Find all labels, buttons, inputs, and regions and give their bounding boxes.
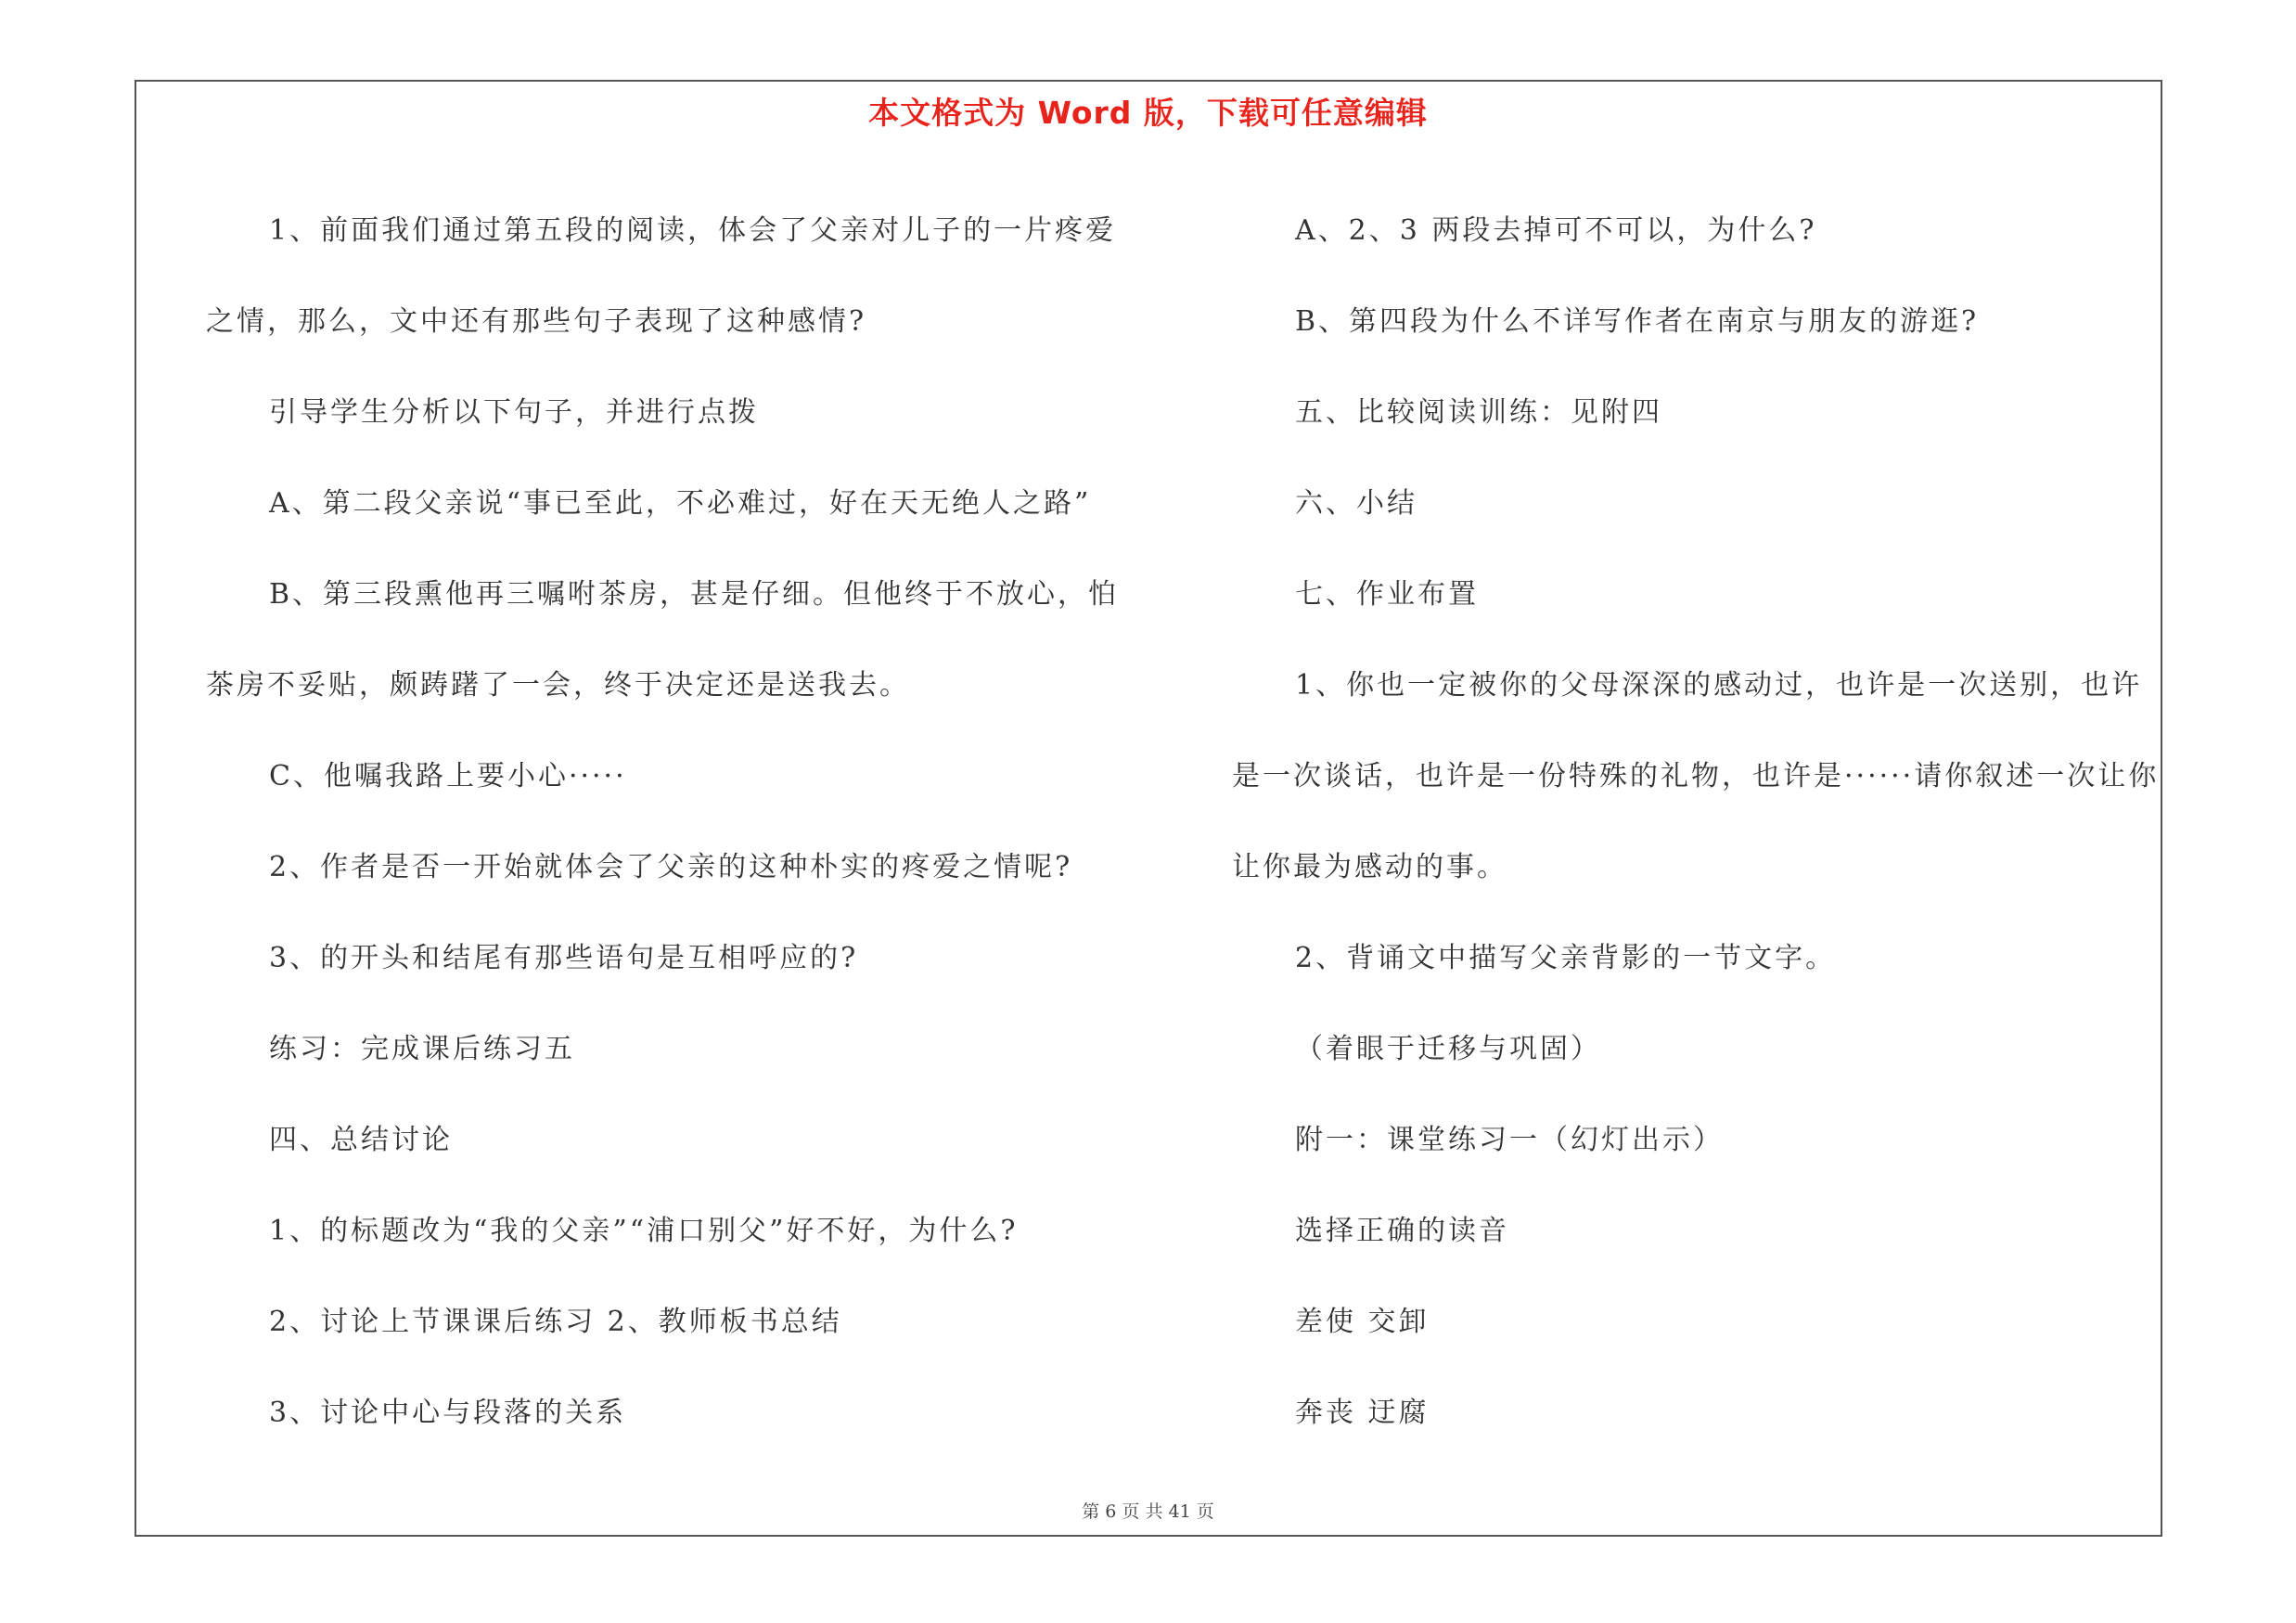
left-paragraph: 3、的开头和结尾有那些语句是互相呼应的? — [269, 942, 859, 974]
right-paragraph: 奔丧 迂腐 — [1295, 1397, 1430, 1429]
left-paragraph: C、他嘱我路上要小心····· — [269, 760, 627, 792]
right-paragraph: 附一：课堂练习一（幻灯出示） — [1295, 1124, 1724, 1156]
right-paragraph: 选择正确的读音 — [1295, 1215, 1509, 1247]
left-paragraph: 2、讨论上节课课后练习 2、教师板书总结 — [269, 1306, 842, 1338]
left-paragraph: 练习：完成课后练习五 — [269, 1033, 575, 1065]
right-paragraph: 六、小结 — [1295, 487, 1417, 520]
format-banner: 本文格式为 Word 版，下载可任意编辑 — [868, 95, 1428, 131]
left-paragraph: B、第三段熏他再三嘱咐茶房，甚是仔细。但他终于不放心，怕茶房不妥贴，颇踌躇了一会，终于决定还是送我去。 — [206, 578, 1120, 702]
page-number-footer: 第 6 页 共 41 页 — [1082, 1501, 1214, 1522]
left-column — [206, 186, 1120, 1459]
right-column — [1232, 186, 2160, 1459]
left-paragraph: 引导学生分析以下句子，并进行点拨 — [269, 396, 759, 429]
right-paragraph: 差使 交卸 — [1295, 1306, 1430, 1338]
left-paragraph: A、第二段父亲说“事已至此，不必难过，好在天无绝人之路” — [269, 487, 1092, 520]
right-paragraph: 2、背诵文中描写父亲背影的一节文字。 — [1295, 942, 1837, 974]
right-paragraph: B、第四段为什么不详写作者在南京与朋友的游逛? — [1295, 305, 1980, 338]
left-paragraph: 1、的标题改为“我的父亲”“浦口别父”好不好，为什么? — [269, 1215, 1019, 1247]
right-paragraph: A、2、3 两段去掉可不可以，为什么? — [1295, 214, 1817, 247]
right-paragraph: 七、作业布置 — [1295, 578, 1479, 611]
right-paragraph: （着眼于迁移与巩固） — [1295, 1033, 1601, 1065]
right-paragraph: 五、比较阅读训练：见附四 — [1295, 396, 1662, 429]
right-paragraph: 1、你也一定被你的父母深深的感动过，也许是一次送别，也许是一次谈话，也许是一份特殊的礼物，也许是······请你叙述一次让你让你最为感动的事。 — [1232, 669, 2160, 883]
left-paragraph: 3、讨论中心与段落的关系 — [269, 1397, 627, 1429]
left-paragraph: 2、作者是否一开始就体会了父亲的这种朴实的疼爱之情呢? — [269, 851, 1073, 883]
left-paragraph: 四、总结讨论 — [269, 1124, 453, 1156]
left-paragraph: 1、前面我们通过第五段的阅读，体会了父亲对儿子的一片疼爱之情，那么，文中还有那些句子表现了这种感情? — [206, 214, 1117, 338]
